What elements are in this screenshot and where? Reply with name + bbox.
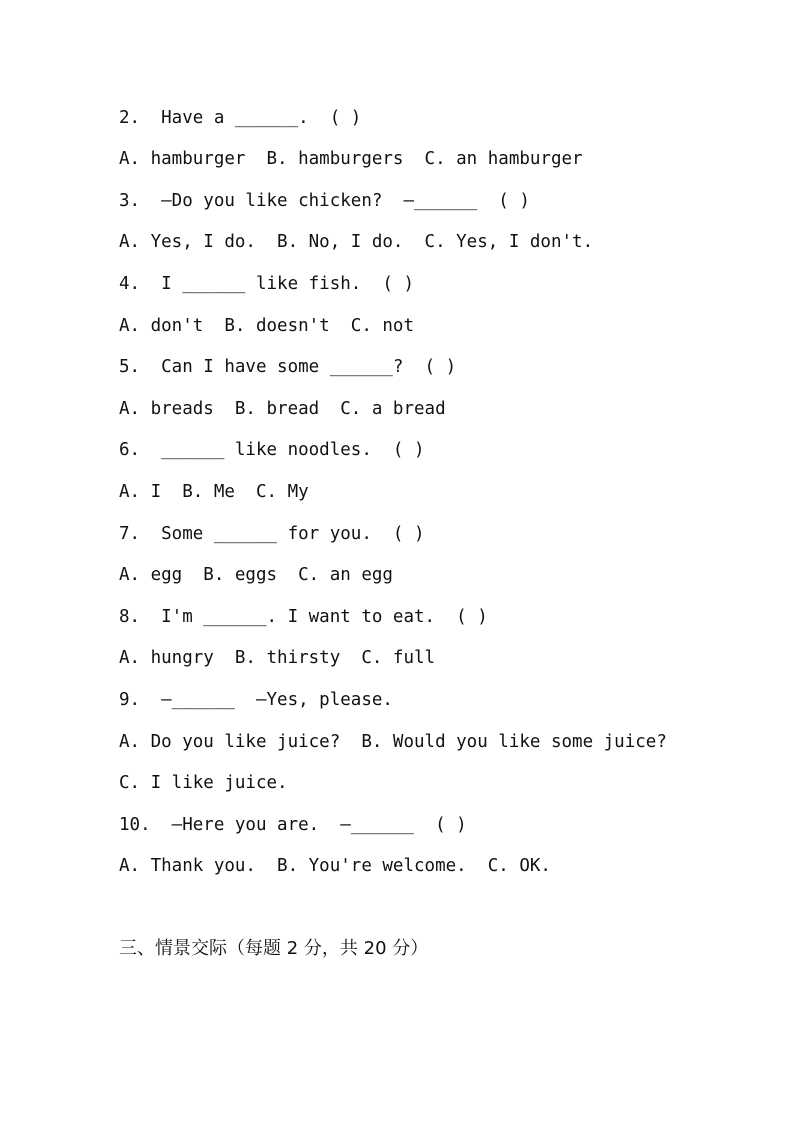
question-3: 3. —Do you like chicken? —______ ( ) — [119, 191, 530, 211]
options-8: A. hungry B. thirsty C. full — [119, 648, 436, 668]
options-6: A. I B. Me C. My — [119, 482, 309, 502]
options-4: A. don't B. doesn't C. not — [119, 316, 415, 336]
question-10: 10. —Here you are. —______ ( ) — [119, 815, 467, 835]
options-3: A. Yes, I do. B. No, I do. C. Yes, I don't. — [119, 232, 594, 252]
question-8: 8. I'm ______. I want to eat. ( ) — [119, 607, 488, 627]
options-9a: A. Do you like juice? B. Would you like some juice? — [119, 732, 667, 752]
options-5: A. breads B. bread C. a bread — [119, 399, 446, 419]
question-9: 9. —______ —Yes, please. — [119, 690, 393, 710]
question-4: 4. I ______ like fish. ( ) — [119, 274, 415, 294]
options-10: A. Thank you. B. You're welcome. C. OK. — [119, 856, 551, 876]
question-7: 7. Some ______ for you. ( ) — [119, 524, 425, 544]
question-2: 2. Have a ______. ( ) — [119, 108, 362, 128]
options-2: A. hamburger B. hamburgers C. an hamburger — [119, 149, 583, 169]
question-5: 5. Can I have some ______? ( ) — [119, 357, 457, 377]
question-6: 6. ______ like noodles. ( ) — [119, 440, 425, 460]
section-heading: 三、情景交际（每题 2 分，共 20 分） — [119, 938, 429, 959]
options-9b: C. I like juice. — [119, 773, 288, 793]
options-7: A. egg B. eggs C. an egg — [119, 565, 393, 585]
